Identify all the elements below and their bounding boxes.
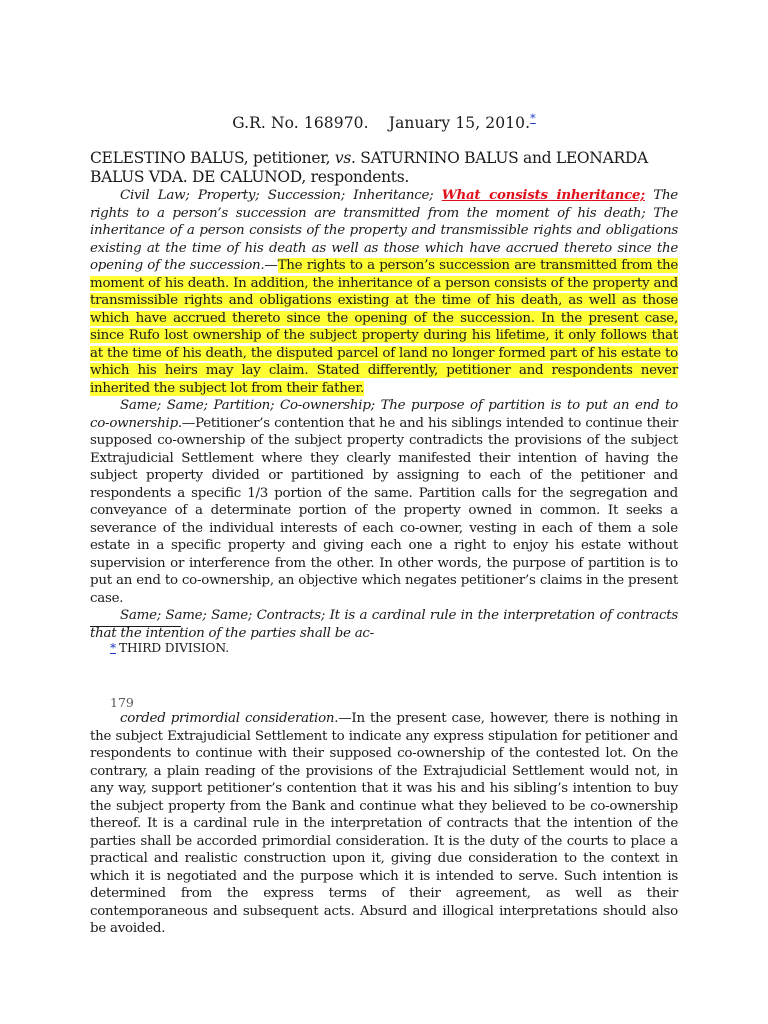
continuation-body: —In the present case, however, there is nothing in the subject Extrajudicial Settlement to indicate any express stipulation for petitioner and respondents to continue with their supposed co-ownership of the contested lot. On the contrary, a plain reading of the provisions of the Extrajudicial Settlement would not, in any way, support petitioner’s contention that it was his and his sibling’s intention to buy the subject property from the Bank and continue what they believed to be co-ownership thereof. It is a cardinal rule in the interpretation of contracts that the intention of the parties shall be accorded primordial consideration. It is the duty of the courts to place a practical and realistic construction upon it, giving due consideration to the context in which it is negotiated and the purpose which it is intended to serve. Such intention is determined from the express terms of their agreement, as well as their contemporaneous and subsequent acts. Absurd and illogical interpretations should also be avoided.	[90, 711, 678, 936]
petitioner-role: , petitioner,	[243, 149, 335, 167]
respondents-names: SATURNINO BALUS and LEONARDA BALUS VDA. DE CALUNOD	[90, 149, 648, 186]
respondents-role: , respondents.	[301, 168, 410, 186]
partition-topic: Same; Same; Partition; Co-ownership; The purpose of partition is to put an end to co-ownership.	[90, 398, 678, 431]
footnote-divider	[90, 626, 181, 627]
doctrine-text: The rights to a person’s succession are transmitted from the moment of his death; The inheritance of a person consists of the property and transmissible rights and obligations existing at the time of his death as well as those which have accrued thereto since the opening of the succession.—	[90, 188, 678, 273]
highlighted-topic: What consists inheritance;	[441, 187, 645, 203]
case-date: January 15, 2010.	[388, 114, 531, 133]
versus-label: vs.	[334, 149, 356, 167]
footnote-text: THIRD DIVISION.	[119, 641, 230, 655]
footnote-ref-link[interactable]: *	[530, 112, 536, 125]
case-parties	[90, 149, 682, 187]
syllabus-section	[90, 187, 678, 642]
syllabus-paragraph-inheritance	[90, 187, 678, 397]
highlighted-passage: The rights to a person’s succession are transmitted from the moment of his death. In addition, the inheritance of a person consists of the property and transmissible rights and obligations existing at the time of his death, as well as those which have accrued thereto since the opening of the succession. In the present case, since Rufo lost ownership of the subject property during his lifetime, it only follows that at the time of his death, the disputed parcel of land no longer formed part of his estate to which his heirs may lay claim. Stated differently, petitioner and respondents never inherited the subject lot from their father.	[90, 258, 678, 396]
continuation-paragraph	[90, 710, 678, 938]
partition-body: —Petitioner’s contention that he and his siblings intended to continue their supposed co-ownership of the subject property contradicts the provisions of the subject Extrajudicial Settlement where they clearly manifested their intention of having the subject property divided or partitioned by assigning to each of the petitioner and respondents a specific 1/3 portion of the same. Partition calls for the segregation and conveyance of a determinate portion of the property owned in common. It seeks a severance of the individual interests of each co-owner, vesting in each of them a sole estate in a specific property and giving each one a right to enjoy his estate without supervision or interference from the other. In other words, the purpose of partition is to put an end to co-ownership, an objective which negates petitioner’s claims in the present case.	[90, 415, 678, 606]
case-number: G.R. No. 168970.	[232, 114, 369, 133]
syllabus-paragraph-contracts	[90, 607, 678, 642]
continuation-topic-end: corded primordial consideration.	[120, 711, 339, 726]
case-header	[0, 112, 768, 132]
footnote	[110, 641, 229, 655]
syllabus-paragraph-partition	[90, 397, 678, 607]
page-number: 179	[110, 695, 134, 710]
footnote-marker-link[interactable]: *	[110, 641, 116, 655]
petitioner-name: CELESTINO BALUS	[90, 149, 244, 167]
contracts-topic: Same; Same; Same; Contracts; It is a cardinal rule in the interpretation of contracts that the intention of the parties shall be ac-	[90, 608, 678, 641]
continuation-section	[90, 710, 678, 938]
topic-prefix: Civil Law; Property; Succession; Inheritance;	[120, 188, 442, 203]
